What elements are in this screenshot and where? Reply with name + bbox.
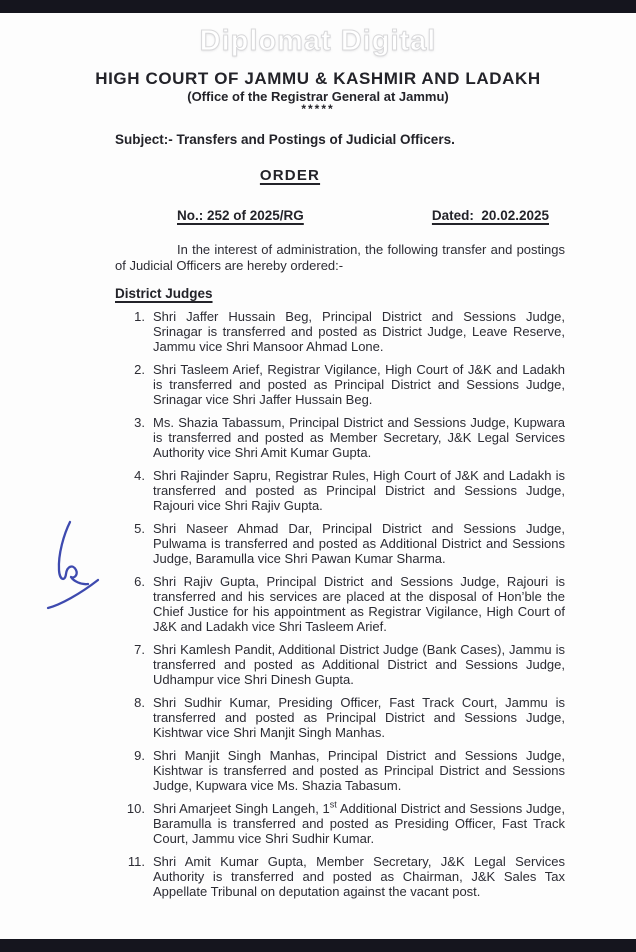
signature-scribble [40, 518, 110, 623]
item-text: Shri Naseer Ahmad Dar, Principal District and Sessions Judge, Pulwama is transferred and posted as Additional District and Sessions Judge, Baramulla vice Shri Pawan Kumar Sharma. [153, 521, 565, 566]
order-heading-row [65, 167, 515, 185]
transfer-item [115, 362, 565, 407]
item-text: Shri Amit Kumar Gupta, Member Secretary, J&K Legal Services Authority is transferred and posted as Chairman, J&K Sales Tax Appellate Tribunal on deputation against the vacant post. [153, 854, 565, 899]
top-bar [0, 0, 636, 13]
transfer-item [115, 801, 565, 846]
transfer-item [115, 854, 565, 899]
item-text: Shri Manjit Singh Manhas, Principal District and Sessions Judge, Kishtwar is transferred and posted as Principal District and Sessions Judge, Kupwara vice Ms. Shazia Tabasum. [153, 748, 565, 793]
item-number: 10. [126, 801, 145, 816]
item-number: 7. [134, 642, 145, 657]
item-number: 9. [134, 748, 145, 763]
court-title: HIGH COURT OF JAMMU & KASHMIR AND LADAKH [95, 69, 541, 88]
item-text: Shri Rajinder Sapru, Registrar Rules, High Court of J&K and Ladakh is transferred and posted as Principal District and Sessions Judge, Rajouri vice Shri Rajiv Gupta. [153, 468, 565, 513]
bottom-bar [0, 939, 636, 952]
section-heading-row [115, 286, 565, 301]
item-number: 4. [134, 468, 145, 483]
item-number: 8. [134, 695, 145, 710]
office-subtitle: (Office of the Registrar General at Jammu) [187, 89, 449, 104]
order-date: Dated: 20.02.2025 [431, 208, 549, 223]
watermark: Diplomat Digital [199, 25, 437, 57]
transfer-list [115, 309, 565, 899]
reference-row [115, 208, 565, 223]
intro-paragraph: In the interest of administration, the following transfer and postings of Judicial Officers are hereby ordered:- [115, 242, 565, 273]
item-number: 6. [134, 574, 145, 589]
item-number: 3. [134, 415, 145, 430]
document-body [0, 132, 636, 899]
item-number: 2. [134, 362, 145, 377]
item-number: 5. [134, 521, 145, 536]
order-number: No.: 252 of 2025/RG [177, 208, 304, 223]
transfer-item [115, 468, 565, 513]
transfer-item [115, 748, 565, 793]
separator-stars: ***** [301, 102, 335, 116]
transfer-item [115, 415, 565, 460]
item-text: Shri Rajiv Gupta, Principal District and Sessions Judge, Rajouri is transferred and his services are placed at the disposal of Hon’ble the Chief Justice for his appointment as Registrar Vigilance, High Court of J&K and Ladakh vice Shri Tasleem Arief. [153, 574, 565, 634]
item-text: Shri Sudhir Kumar, Presiding Officer, Fast Track Court, Jammu is transferred and posted as Principal District and Sessions Judge, Kishtwar vice Shri Manjit Singh Manhas. [153, 695, 565, 740]
transfer-item [115, 309, 565, 354]
item-text: Shri Amarjeet Singh Langeh, 1st Additional District and Sessions Judge, Baramulla is transferred and posted as Presiding Officer, Fast Track Court, Jammu vice Shri Sudhir Kumar. [153, 799, 565, 846]
item-number: 1. [134, 309, 145, 324]
order-heading: ORDER [259, 167, 321, 184]
transfer-item [115, 574, 565, 634]
item-number: 11. [127, 854, 145, 869]
subject-line: Subject:- Transfers and Postings of Judicial Officers. [115, 132, 455, 147]
transfer-item [115, 521, 565, 566]
transfer-item [115, 695, 565, 740]
item-text: Shri Tasleem Arief, Registrar Vigilance, High Court of J&K and Ladakh is transferred and posted as Principal District and Sessions Judge, Srinagar vice Shri Jaffer Hussain Beg. [153, 362, 565, 407]
item-text: Shri Kamlesh Pandit, Additional District Judge (Bank Cases), Jammu is transferred and posted as Additional District and Sessions Judge, Udhampur vice Shri Dinesh Gupta. [153, 642, 565, 687]
section-heading: District Judges [115, 286, 213, 301]
item-text: Shri Jaffer Hussain Beg, Principal District and Sessions Judge, Srinagar is transferred and posted as District Judge, Leave Reserve, Jammu vice Shri Mansoor Ahmad Lone. [153, 309, 565, 354]
transfer-item [115, 642, 565, 687]
item-text: Ms. Shazia Tabassum, Principal District and Sessions Judge, Kupwara is transferred and posted as Member Secretary, J&K Legal Services Authority vice Shri Amit Kumar Gupta. [153, 415, 565, 460]
